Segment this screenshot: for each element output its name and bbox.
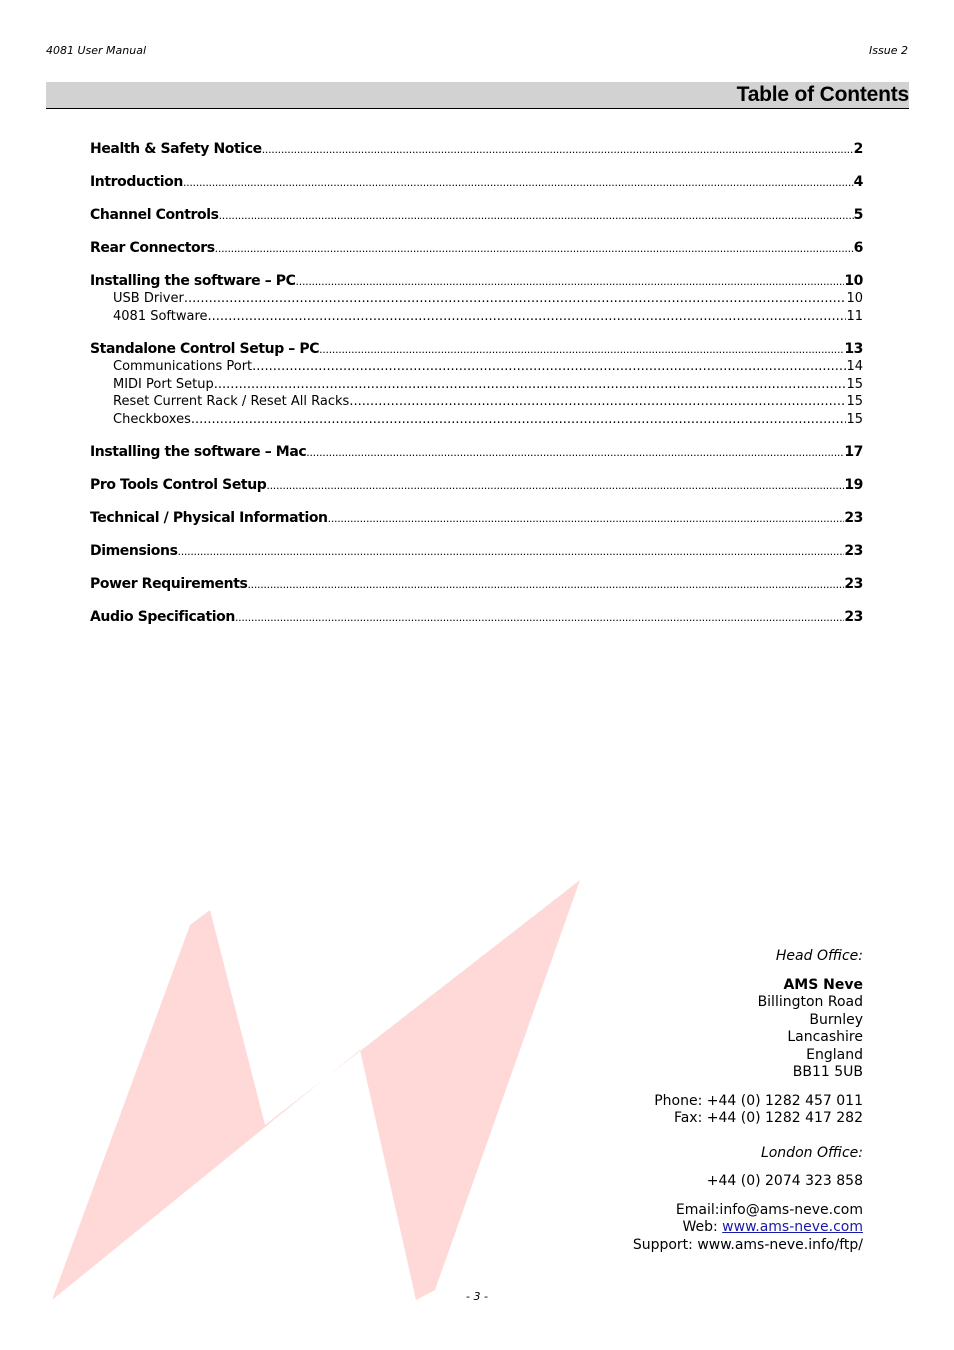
toc-entry-label: Channel Controls [90, 207, 219, 223]
toc-entry-page: 19 [844, 477, 863, 493]
toc-entry-label: Rear Connectors [90, 240, 215, 256]
london-office-label: London Office: [760, 1144, 863, 1161]
toc-entry-label: Audio Specification [90, 609, 235, 625]
toc-subentry-label: USB Driver [113, 291, 184, 306]
toc-subentry-label: Reset Current Rack / Reset All Racks [113, 394, 350, 409]
toc-leader-dots [306, 446, 844, 459]
web-label: Web: [682, 1219, 723, 1235]
phone-number: Phone: +44 (0) 1282 457 011 [654, 1092, 863, 1109]
toc-entry-label: Introduction [90, 174, 183, 190]
header-issue: Issue 2 [869, 44, 908, 57]
toc-entry-page: 10 [844, 273, 863, 289]
toc-entry[interactable] [90, 444, 863, 462]
address-line: Billington Road [757, 994, 863, 1010]
toc-leader-dots [319, 343, 844, 356]
toc-leader-dots [349, 394, 846, 409]
toc-entry[interactable] [90, 141, 863, 159]
table-of-contents [90, 141, 863, 627]
london-phone: +44 (0) 2074 323 858 [706, 1173, 863, 1189]
toc-entry[interactable] [90, 207, 863, 225]
toc-entry-page: 5 [853, 207, 863, 223]
toc-entry-label: Pro Tools Control Setup [90, 477, 267, 493]
toc-entry-page: 23 [844, 510, 863, 526]
toc-subentry[interactable] [90, 394, 863, 412]
toc-entry-page: 23 [844, 609, 863, 625]
toc-leader-dots [208, 309, 847, 324]
contact-block [633, 948, 863, 1254]
toc-entry-page: 13 [844, 341, 863, 357]
toc-entry-label: Technical / Physical Information [90, 510, 328, 526]
toc-leader-dots [235, 611, 844, 624]
toc-leader-dots [183, 176, 854, 189]
support-address: Support: www.ams-neve.info/ftp/ [632, 1236, 863, 1253]
toc-entry-label: Installing the software – Mac [90, 444, 307, 460]
address-line: Lancashire [787, 1029, 863, 1045]
address-line: Burnley [809, 1011, 863, 1028]
toc-leader-dots [219, 209, 854, 222]
head-office-label: Head Office: [775, 948, 863, 964]
website-link[interactable]: www.ams-neve.com [722, 1219, 863, 1235]
toc-leader-dots [178, 545, 845, 558]
toc-subentry-page: 11 [846, 308, 863, 324]
title-bar [46, 82, 909, 109]
toc-entry-page: 4 [853, 174, 863, 190]
toc-entry-page: 17 [844, 444, 863, 460]
toc-subentry-label: Checkboxes [113, 411, 191, 427]
toc-entry[interactable] [90, 609, 863, 627]
toc-entry[interactable] [90, 273, 863, 291]
page-number: - 3 - [466, 1290, 488, 1303]
toc-subentry-label: MIDI Port Setup [113, 376, 214, 392]
toc-entry-page: 23 [844, 576, 863, 592]
toc-subentry[interactable] [90, 309, 863, 327]
toc-leader-dots [252, 359, 846, 374]
page-title: Table of Contents [736, 83, 909, 106]
toc-entry[interactable] [90, 543, 863, 561]
toc-entry-label: Power Requirements [90, 576, 248, 592]
toc-subentry[interactable] [90, 412, 863, 430]
toc-subentry-page: 10 [846, 291, 863, 306]
toc-leader-dots [247, 578, 844, 591]
toc-entry-page: 6 [853, 240, 863, 256]
email-address: Email:info@ams-neve.com [675, 1201, 863, 1218]
toc-entry-label: Dimensions [90, 543, 178, 559]
toc-subentry-page: 15 [846, 376, 863, 392]
toc-subentry[interactable] [90, 291, 863, 309]
toc-entry[interactable] [90, 240, 863, 258]
toc-subentry[interactable] [90, 377, 863, 395]
toc-leader-dots [266, 479, 844, 492]
toc-leader-dots [184, 291, 847, 306]
address-line: England [806, 1046, 863, 1063]
toc-entry-label: Health & Safety Notice [90, 141, 262, 157]
toc-entry-page: 23 [844, 543, 863, 559]
address-line: BB11 5UB [792, 1064, 863, 1080]
toc-subentry-page: 15 [846, 411, 863, 427]
fax-number: Fax: +44 (0) 1282 417 282 [673, 1110, 863, 1126]
toc-subentry-page: 14 [846, 359, 863, 374]
ams-neve-logo-watermark [40, 870, 600, 1310]
toc-leader-dots [296, 275, 845, 288]
toc-leader-dots [215, 242, 854, 255]
toc-entry[interactable] [90, 174, 863, 192]
toc-entry[interactable] [90, 477, 863, 495]
toc-subentry-label: Communications Port [113, 359, 253, 374]
toc-entry[interactable] [90, 510, 863, 528]
toc-leader-dots [191, 412, 847, 427]
toc-leader-dots [262, 143, 854, 156]
toc-entry[interactable] [90, 341, 863, 359]
web-line [633, 1219, 863, 1237]
company-name: AMS Neve [783, 976, 863, 993]
header-document-title: 4081 User Manual [46, 44, 147, 57]
toc-leader-dots [214, 377, 847, 392]
toc-subentry-label: 4081 Software [113, 308, 208, 324]
toc-entry[interactable] [90, 576, 863, 594]
toc-entry-label: Standalone Control Setup – PC [90, 341, 320, 357]
toc-leader-dots [328, 512, 845, 525]
toc-entry-page: 2 [853, 141, 863, 157]
logo-shape [52, 880, 580, 1300]
toc-entry-label: Installing the software – PC [90, 273, 296, 289]
toc-subentry-page: 15 [846, 394, 863, 409]
toc-subentry[interactable] [90, 359, 863, 377]
